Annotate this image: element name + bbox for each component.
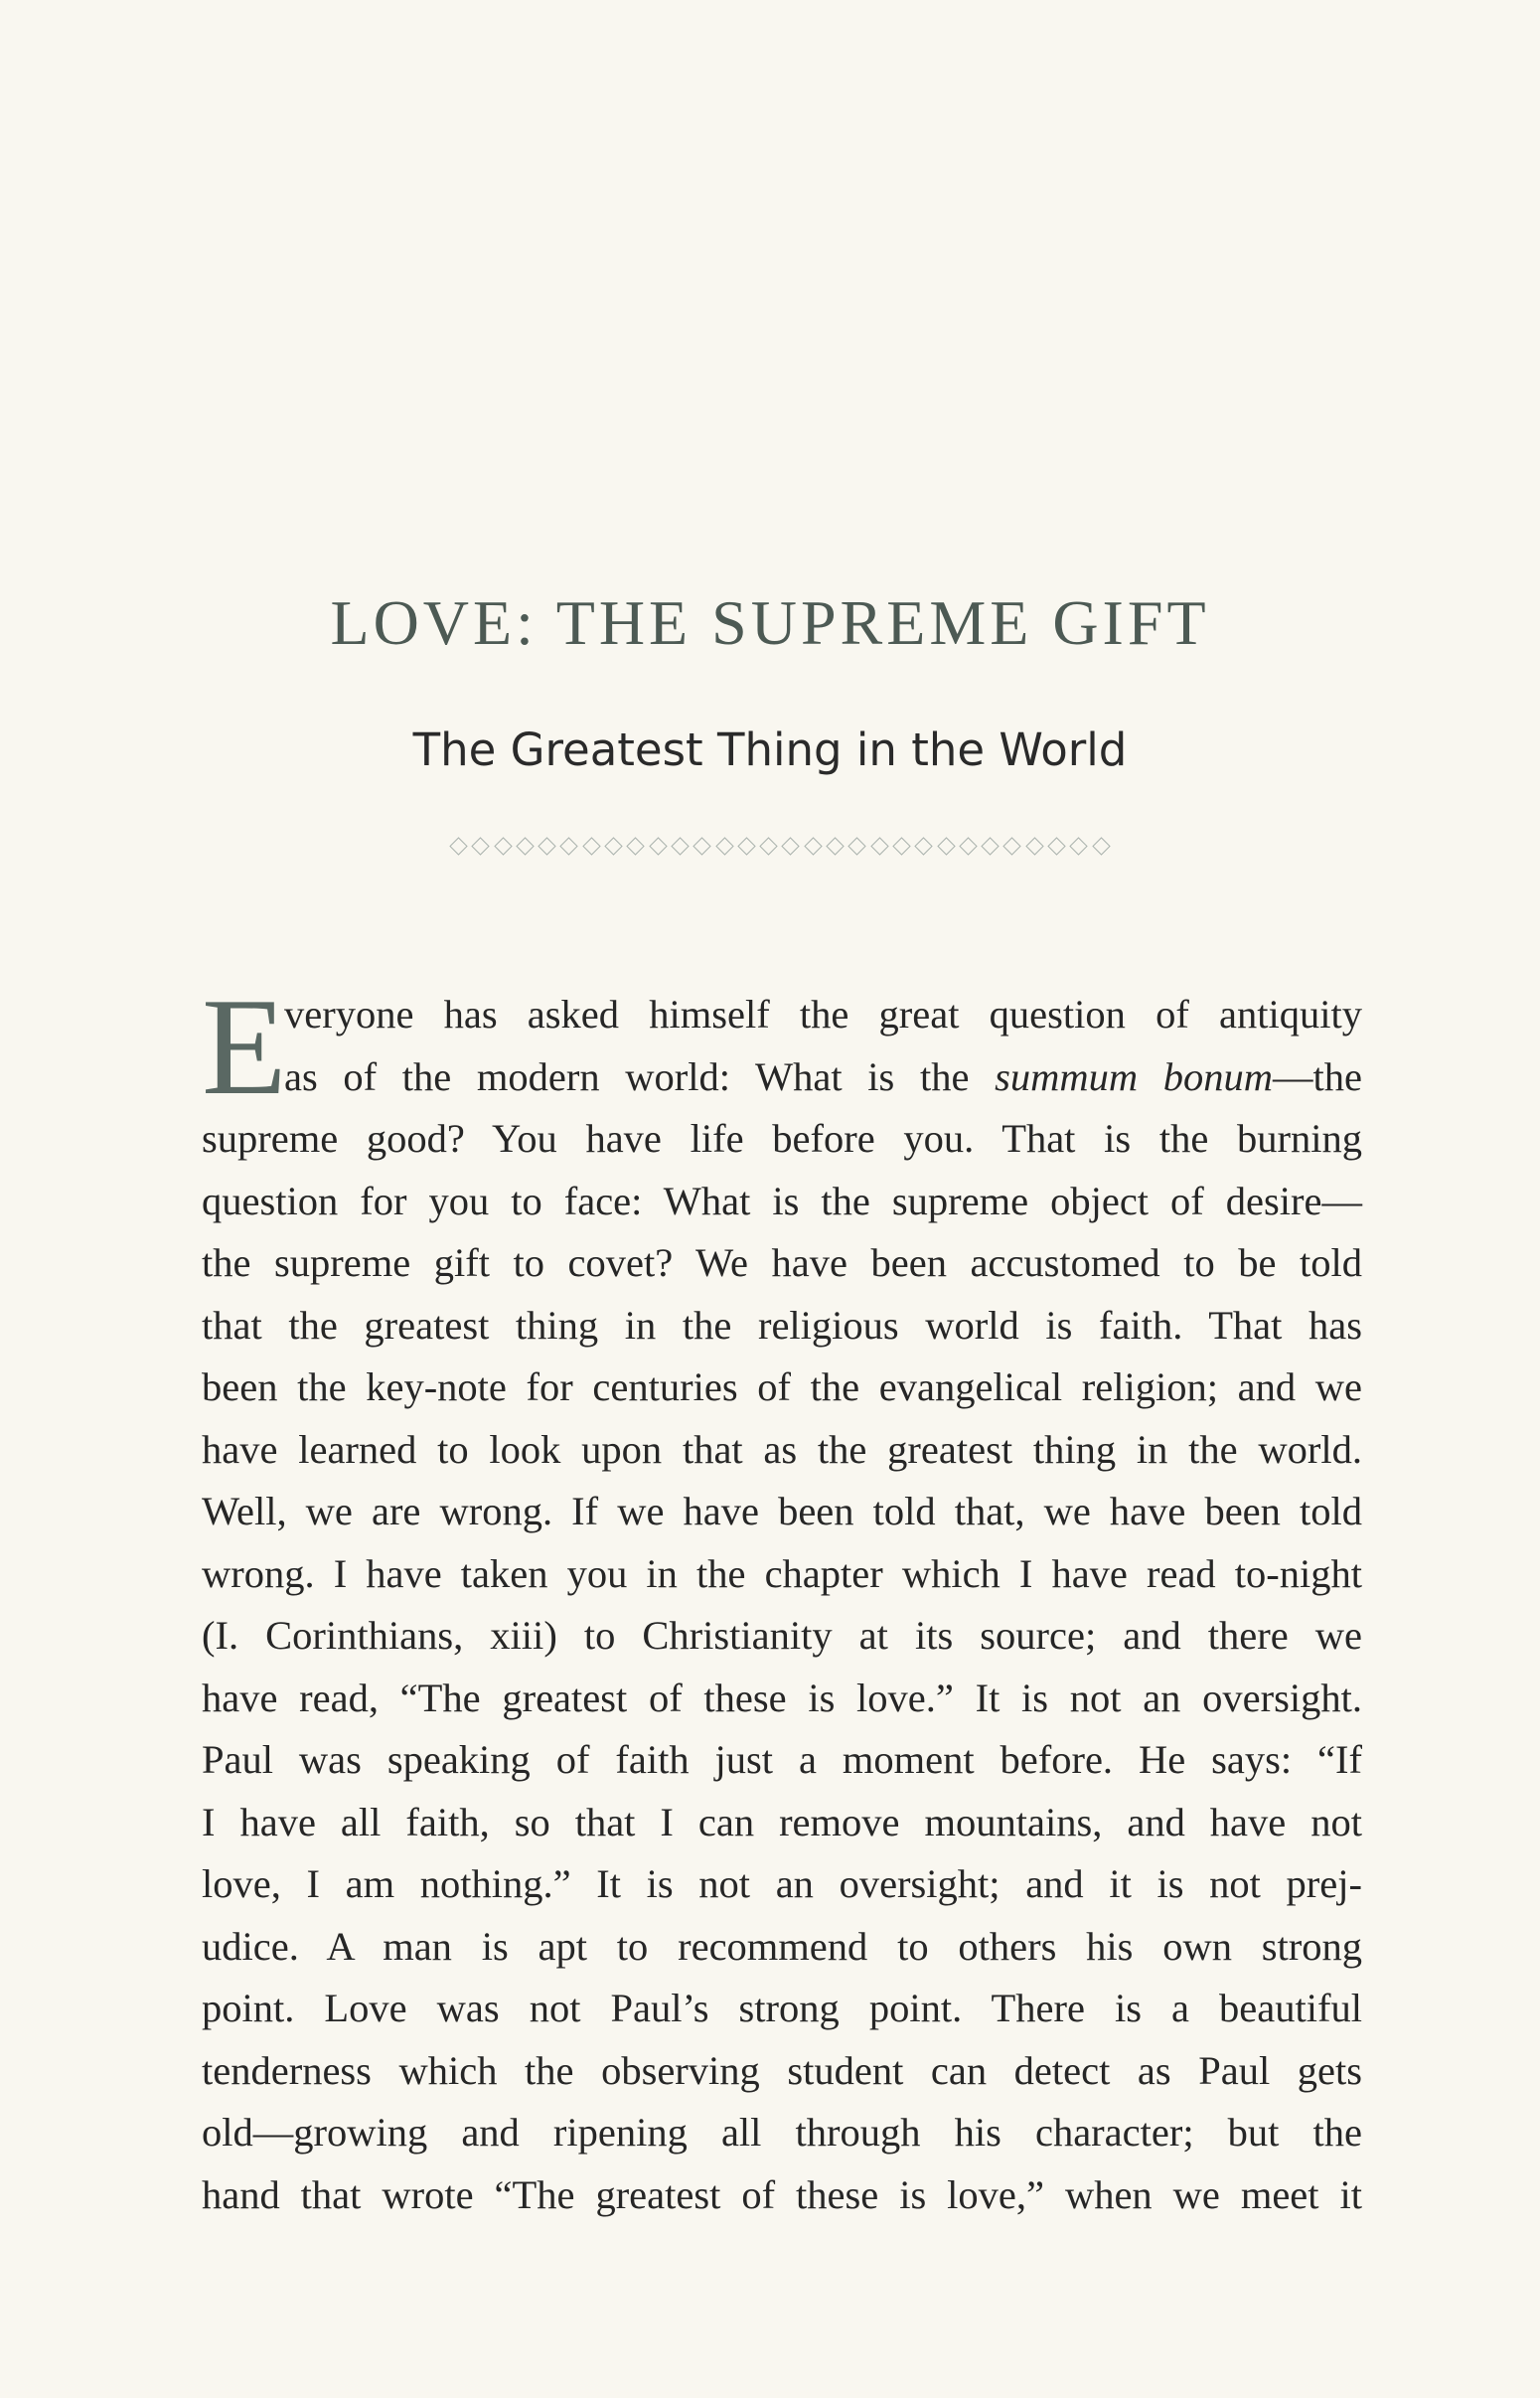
text-line: point. Love was not Paul’s strong point. There is a beautiful xyxy=(202,1986,1362,2030)
text-line: have read, “The greatest of these is love.” It is not an oversight. xyxy=(202,1675,1362,1720)
text-line: the supreme gift to covet? We have been accustomed to be told xyxy=(202,1240,1362,1285)
chapter-title: LOVE: THE SUPREME GIFT xyxy=(330,587,1210,658)
drop-cap: E xyxy=(202,970,287,1124)
text-line: hand that wrote “The greatest of these is love,” when we meet it xyxy=(202,2171,1362,2217)
text-line: tenderness which the observing student can detect as Paul gets xyxy=(202,2047,1362,2093)
text-line: I have all faith, so that I can remove mountains, and have not xyxy=(202,1799,1362,1844)
text-line: old—growing and ripening all through his character; but the xyxy=(202,2110,1362,2155)
text-line: as of the modern world: What is the summum bonum—the xyxy=(284,1053,1362,1099)
text-line: question for you to face: What is the supreme object of desire— xyxy=(202,1178,1362,1223)
ornament-divider xyxy=(452,833,1108,859)
text-line: supreme good? You have life before you. That is the burning xyxy=(202,1116,1362,1161)
text-line: veryone has asked himself the great question of antiquity xyxy=(284,992,1362,1037)
text-line: udice. A man is apt to recommend to others his own strong xyxy=(202,1923,1362,1969)
text-line: that the greatest thing in the religious world is faith. That has xyxy=(202,1302,1362,1348)
text-line: love, I am nothing.” It is not an oversight; and it is not prej- xyxy=(202,1861,1362,1906)
text-line: been the key-note for centuries of the evangelical religion; and we xyxy=(202,1364,1362,1409)
chapter-subtitle: The Greatest Thing in the World xyxy=(412,723,1128,776)
text-line: have learned to look upon that as the greatest thing in the world. xyxy=(202,1426,1362,1472)
text-line: (I. Corinthians, xiii) to Christianity at its source; and there we xyxy=(202,1613,1362,1658)
emphasis: summum bonum xyxy=(995,1053,1273,1099)
body-text xyxy=(202,970,1362,2226)
text-line: Paul was speaking of faith just a moment before. He says: “If xyxy=(202,1737,1362,1782)
text-line: Well, we are wrong. If we have been told that, we have been told xyxy=(202,1489,1362,1533)
text-line: wrong. I have taken you in the chapter which I have read to-night xyxy=(202,1550,1362,1596)
